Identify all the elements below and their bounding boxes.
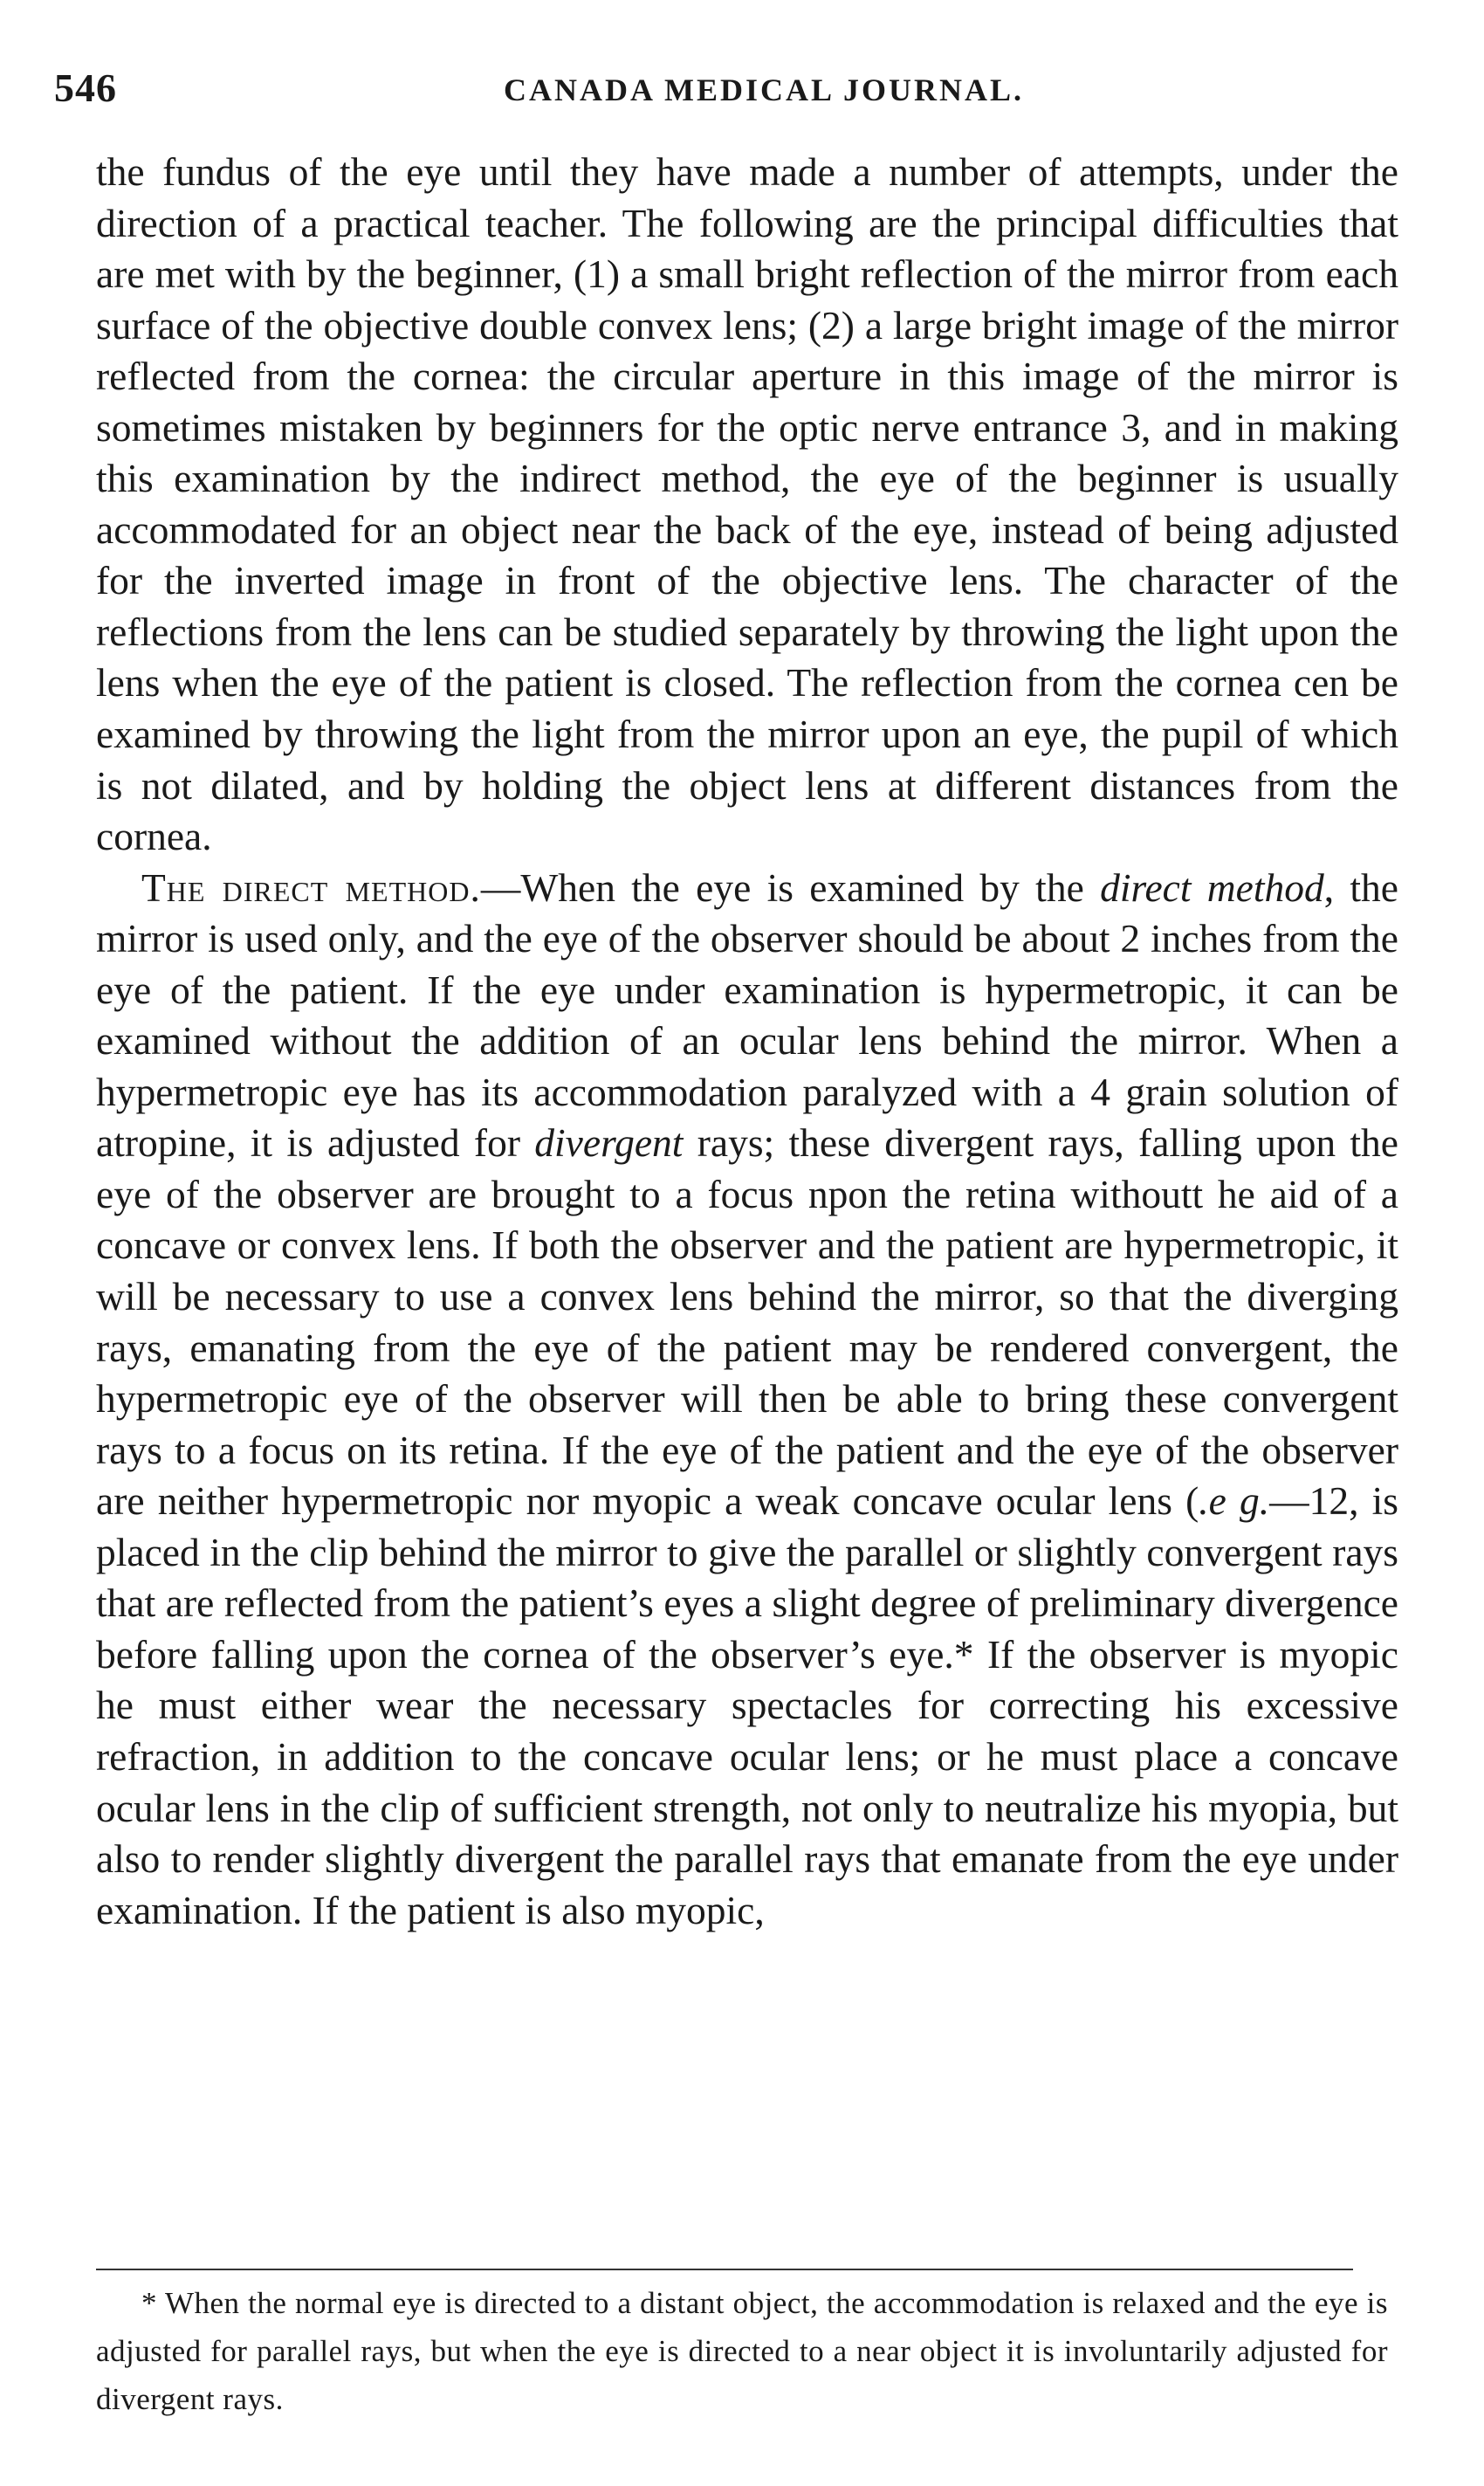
italic-term: direct method: [1100, 864, 1324, 910]
paragraph-continuation: the fundus of the eye until they have made a number of attempts, under the direction of a practical teacher. The following are the principal difficulties that are met with by the beginner, (1) a small bright reflection of the mirror from each surface of the objective double convex lens; (2) a large bright image of the mirror reflected from the cornea: the circular aperture in this image of the mirror is sometimes mistaken by beginners for the optic nerve entrance 3, and in making this examination by the indirect method, the eye of the beginner is usually accommodated for an object near the back of the eye, instead of being adjusted for the inverted image in front of the objective lens. The character of the reflections from the lens can be studied separately by throwing the light upon the lens when the eye of the patient is closed. The reflection from the cornea cen be examined by throwing the light from the mirror upon an eye, the pupil of which is not dilated, and by holding the object lens at different distances from the cornea.: [96, 149, 1398, 859]
page-number: 546: [54, 65, 117, 110]
body-text: [96, 147, 1398, 1936]
section-heading: The direct method.: [141, 864, 481, 910]
footnote-text: * When the normal eye is directed to a distant object, the accommodation is relaxed and the eye is adjusted for parallel rays, but when the eye is directed to a near object it is involuntarily adjusted for divergent rays.: [96, 2286, 1388, 2416]
paragraph-text: , the mirror is used only, and the eye of the observer should be about 2 inches from the eye of the patient. If the eye under examination is hypermetropic, it can be examined without the addition of an ocular lens behind the mirror. When a hypermetropic eye has its accommodation paralyzed with a 4 grain solution of atropine, it is adjusted for: [96, 864, 1399, 1166]
footnote-rule: [96, 2269, 1353, 2270]
paragraph-text: rays; these divergent rays, falling upon the eye of the observer are brought to a focus npon the retina withoutt he aid of a concave or convex lens. If both the observer and the patient are hypermetropic, it will be necessary to use a convex lens behind the mirror, so that the diverging rays, emanating from the eye of the patient may be rendered convergent, the hypermetropic eye of the observer will then be able to bring these convergent rays to a focus on its retina. If the eye of the patient and the eye of the observer are neither hypermetropic nor myopic a weak concave ocular lens (: [96, 1120, 1398, 1524]
italic-term: divergent: [534, 1120, 684, 1166]
paragraph-text: —When the eye is examined by the: [480, 864, 1101, 910]
page-header: [54, 65, 1398, 134]
running-head: CANADA MEDICAL JOURNAL.: [504, 72, 1025, 107]
footnote: [96, 2279, 1388, 2423]
paragraph-text: —12, is placed in the clip behind the mirror to give the parallel or slightly convergent rays that are reflected from the patient’s eyes a slight degree of preliminary divergence before falling upon the cornea of the observer’s eye.* If the observer is myopic he must either wear the necessary spectacles for correcting his excessive refraction, in addition to the concave ocular lens; or he must place a concave ocular lens in the clip of sufficient strength, not only to neutralize his myopia, but also to render slightly divergent the parallel rays that emanate from the eye under examination. If the patient is also myopic,: [96, 1478, 1398, 1932]
paragraph-direct-method: [96, 863, 1398, 1936]
italic-term: .e g.: [1199, 1478, 1270, 1524]
